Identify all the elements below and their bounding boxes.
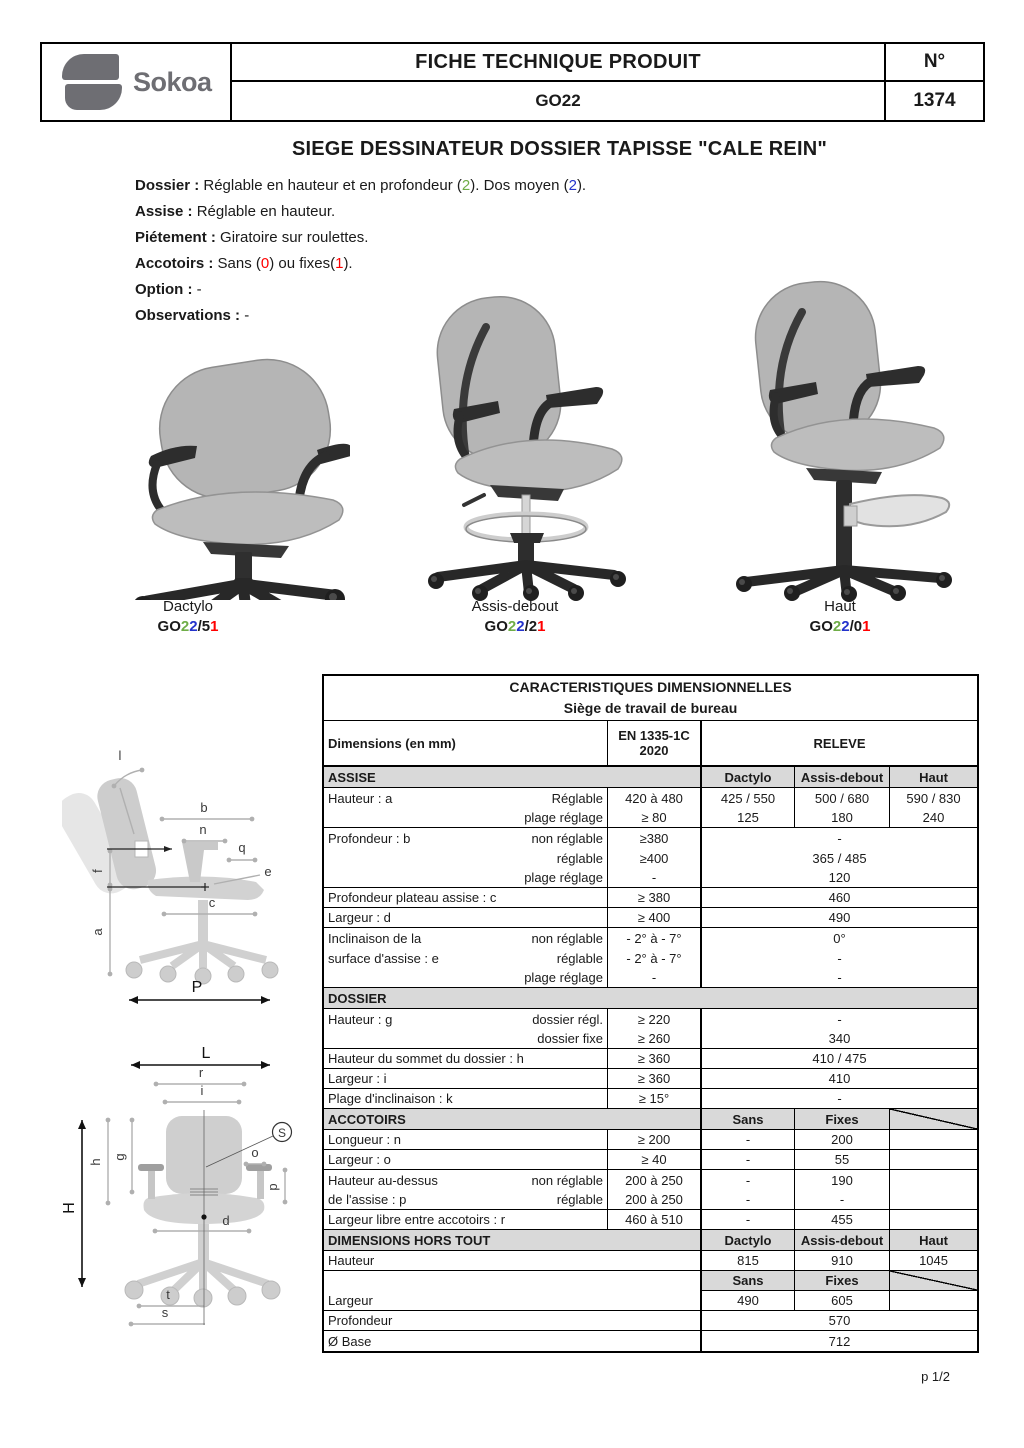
table-cell: 455	[795, 1210, 890, 1230]
dim-label-h: h	[88, 1158, 103, 1166]
table-cell: - 2° à - 7°	[608, 948, 702, 968]
dim-label-n: n	[199, 822, 207, 837]
product-code: GO22/01	[809, 618, 871, 635]
table-cell: Haut	[890, 767, 977, 788]
product-label-dactylo	[78, 598, 298, 635]
dim-label-d: d	[222, 1213, 230, 1228]
table-cell: 240	[890, 808, 977, 828]
spec-line: Option : -	[135, 281, 202, 298]
table-cell: -	[702, 1170, 795, 1190]
table-cell: ≥380	[608, 828, 702, 848]
table-cell: Assis-debout	[795, 767, 890, 788]
spec-line: Piétement : Giratoire sur roulettes.	[135, 229, 369, 246]
brand-name: Sokoa	[133, 66, 212, 97]
table-cell: 1045	[890, 1251, 977, 1271]
table-cell: 125	[702, 808, 795, 828]
dim-label-l: l	[118, 748, 122, 763]
table-cell	[890, 1150, 977, 1170]
table-cell: Longueur : n	[324, 1130, 608, 1150]
table-cell: -	[608, 868, 702, 888]
table-cell: Profondeur plateau assise : c	[324, 888, 608, 908]
table-cell: surface d'assise : e réglable	[324, 948, 608, 968]
dim-label-L: L	[201, 1045, 211, 1062]
table-cell: ≥ 200	[608, 1130, 702, 1150]
table-cell: Hauteur au-dessus non réglable	[324, 1170, 608, 1190]
table-cell: EN 1335-1C 2020	[608, 721, 702, 767]
table-cell: 490	[702, 1291, 795, 1311]
table-cell: -	[702, 1150, 795, 1170]
table-cell: -	[702, 968, 977, 988]
table-cell: Hauteur du sommet du dossier : h	[324, 1049, 608, 1069]
table-cell: ≥ 15°	[608, 1089, 702, 1109]
table-cell: Profondeur	[324, 1311, 702, 1331]
product-label-assis-debout	[405, 598, 625, 635]
table-cell	[890, 1190, 977, 1210]
table-cell: 460 à 510	[608, 1210, 702, 1230]
table-cell: ASSISE	[324, 767, 702, 788]
table-cell: Largeur : o	[324, 1150, 608, 1170]
table-cell: Dimensions (en mm)	[324, 721, 608, 767]
table-cell: RELEVE	[702, 721, 977, 767]
table-cell: 490	[702, 908, 977, 928]
table-cell	[890, 1291, 977, 1311]
diagram-side-view	[62, 742, 318, 1010]
table-cell: 180	[795, 808, 890, 828]
table-cell: CARACTERISTIQUES DIMENSIONNELLES Siège de travail de bureau	[324, 676, 977, 721]
dimensions-table	[322, 674, 979, 1353]
doc-title: FICHE TECHNIQUE PRODUIT	[232, 44, 886, 82]
header-table	[40, 42, 985, 122]
product-code: GO22/51	[157, 618, 219, 635]
dim-label-o: o	[251, 1145, 259, 1160]
table-cell: ≥ 380	[608, 888, 702, 908]
table-cell: Hauteur : g dossier régl.	[324, 1009, 608, 1029]
table-cell: plage réglage	[324, 968, 608, 988]
table-cell: 55	[795, 1150, 890, 1170]
table-cell: 190	[795, 1170, 890, 1190]
doc-number-label: N°	[886, 44, 983, 82]
table-cell: Largeur : i	[324, 1069, 608, 1089]
table-cell: 712	[828, 1333, 851, 1349]
page-number: p 1/2	[921, 1369, 950, 1384]
doc-number: 1374	[913, 90, 956, 111]
table-cell: -	[795, 1190, 890, 1210]
dim-label-t: t	[166, 1287, 170, 1302]
dim-label-q: q	[238, 840, 246, 855]
table-cell: - 2° à - 7°	[608, 928, 702, 948]
product-title: SIEGE DESSINATEUR DOSSIER TAPISSE "CALE REIN"	[291, 138, 828, 160]
brand-cell	[42, 44, 232, 120]
table-cell: -	[837, 830, 842, 846]
spec-line: Dossier : Réglable en hauteur et en profondeur (2). Dos moyen (2).	[135, 177, 587, 194]
table-cell: ≥ 360	[608, 1069, 702, 1089]
chair-image-assis-debout	[398, 283, 643, 601]
table-cell: réglable	[324, 848, 608, 868]
sokoa-logo-icon	[62, 54, 124, 110]
chair-image-haut	[698, 272, 986, 602]
table-cell: Fixes	[795, 1109, 890, 1130]
table-cell: Largeur	[324, 1271, 702, 1311]
table-cell: 410	[702, 1069, 977, 1089]
table-cell: 340	[702, 1029, 977, 1049]
dim-label-i: i	[200, 1083, 204, 1098]
table-cell: 420 à 480	[608, 788, 702, 808]
dim-label-r: r	[198, 1065, 204, 1080]
table-cell	[890, 1170, 977, 1190]
table-cell: Dactylo	[702, 767, 795, 788]
table-cell: DOSSIER	[324, 988, 977, 1009]
table-cell: ≥ 400	[608, 908, 702, 928]
table-cell: -	[702, 1190, 795, 1210]
table-cell: Sans	[702, 1109, 795, 1130]
dim-label-s: s	[161, 1305, 169, 1320]
spec-line: Assise : Réglable en hauteur.	[135, 203, 336, 220]
table-cell: Assis-debout	[795, 1230, 890, 1251]
table-cell	[890, 1210, 977, 1230]
table-cell: plage réglage	[324, 808, 608, 828]
dim-label-g: g	[112, 1153, 127, 1161]
table-cell: 500 / 680	[795, 788, 890, 808]
table-cell: -	[608, 968, 702, 988]
table-cell: ≥ 40	[608, 1150, 702, 1170]
table-cell	[890, 1109, 977, 1130]
product-name: Assis-debout	[471, 598, 559, 615]
table-cell: Hauteur : a Réglable	[324, 788, 608, 808]
table-cell: Profondeur : b non réglable	[324, 828, 608, 848]
dim-label-S: S	[277, 1126, 287, 1140]
table-cell: 570	[702, 1311, 977, 1331]
table-cell: 590 / 830	[906, 790, 961, 806]
product-label-haut	[730, 598, 950, 635]
product-name: Dactylo	[162, 598, 214, 615]
dim-label-p: p	[265, 1183, 280, 1191]
table-cell: -	[702, 1210, 795, 1230]
dim-label-c: c	[208, 895, 216, 910]
table-cell: Largeur libre entre accotoirs : r	[324, 1210, 608, 1230]
table-cell: 200	[795, 1130, 890, 1150]
table-cell: DIMENSIONS HORS TOUT	[324, 1230, 702, 1251]
diagram-front-view	[58, 1040, 316, 1332]
dim-label-H: H	[61, 1202, 78, 1214]
dim-label-a: a	[90, 928, 105, 936]
table-cell: ACCOTOIRS	[324, 1109, 702, 1130]
table-cell: ≥ 360	[608, 1049, 702, 1069]
table-cell: 365 / 485	[812, 850, 867, 866]
table-cell: Sans	[702, 1271, 795, 1291]
table-cell: plage réglage	[324, 868, 608, 888]
doc-model: GO22	[232, 82, 886, 120]
table-cell: Inclinaison de la non réglable	[324, 928, 608, 948]
table-cell	[890, 1271, 977, 1291]
table-cell: 120	[702, 868, 977, 888]
table-cell: 200 à 250	[608, 1170, 702, 1190]
chair-image-dactylo	[85, 338, 350, 600]
dim-label-P: P	[191, 979, 203, 996]
dim-label-f: f	[90, 869, 105, 873]
table-cell: -	[702, 1130, 795, 1150]
table-cell: -	[837, 1011, 842, 1027]
table-cell: 460	[702, 888, 977, 908]
table-cell: ≥400	[608, 848, 702, 868]
table-cell: Dactylo	[702, 1230, 795, 1251]
table-cell: Fixes	[795, 1271, 890, 1291]
spec-line: Accotoirs : Sans (0) ou fixes(1).	[135, 255, 353, 272]
table-cell: Hauteur	[324, 1251, 702, 1271]
table-cell: Largeur : d	[324, 908, 608, 928]
table-cell: 410 / 475	[702, 1049, 977, 1069]
table-cell: 605	[795, 1291, 890, 1311]
table-cell: de l'assise : p réglable	[324, 1190, 608, 1210]
table-cell: Haut	[890, 1230, 977, 1251]
table-cell: ≥ 80	[608, 808, 702, 828]
table-cell: Plage d'inclinaison : k	[324, 1089, 608, 1109]
spec-line: Observations : -	[135, 307, 250, 324]
table-cell: 0°	[833, 930, 846, 946]
table-cell: dossier fixe	[324, 1029, 608, 1049]
table-cell: ≥ 260	[608, 1029, 702, 1049]
table-cell: 200 à 250	[608, 1190, 702, 1210]
product-code: GO22/21	[484, 618, 546, 635]
dim-label-e: e	[264, 864, 272, 879]
table-cell: Ø Base	[324, 1331, 702, 1351]
dim-label-b: b	[200, 800, 208, 815]
table-cell: 425 / 550	[702, 788, 795, 808]
table-cell: -	[702, 1089, 977, 1109]
product-name: Haut	[824, 598, 856, 615]
table-cell: ≥ 220	[608, 1009, 702, 1029]
table-cell: 910	[795, 1251, 890, 1271]
table-cell	[890, 1130, 977, 1150]
table-cell: 815	[702, 1251, 795, 1271]
table-cell: -	[837, 950, 842, 966]
